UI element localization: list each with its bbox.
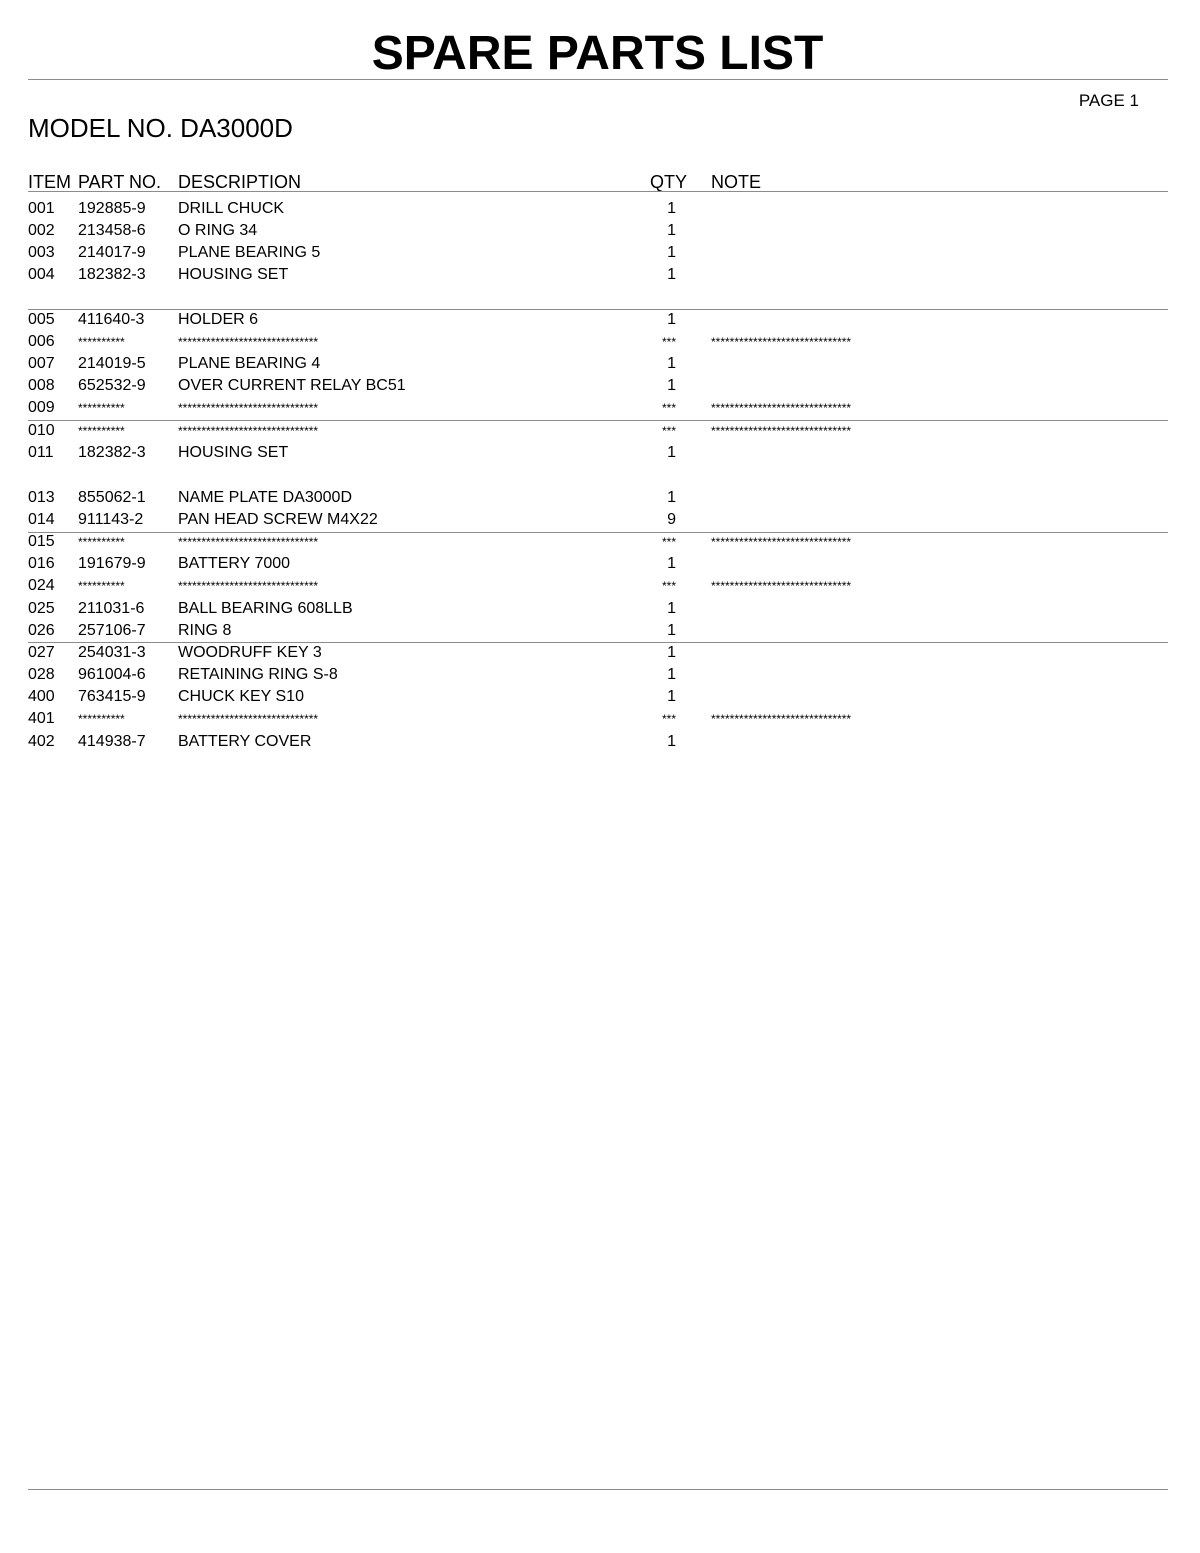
row-part-no: ********** [78,335,125,349]
row-part-no: 414938-7 [78,733,146,750]
table-row [0,664,1200,686]
table-row [0,731,1200,753]
row-part-no: ********** [78,579,125,593]
header-note: NOTE [711,172,762,192]
row-part-no: 182382-3 [78,266,146,283]
row-divider [28,309,1168,310]
row-part-no: 214019-5 [78,355,146,372]
row-qty: *** [661,424,676,438]
row-description: PLANE BEARING 5 [178,244,321,261]
header-qty: QTY [649,172,687,192]
row-part-no: 192885-9 [78,200,146,217]
row-item: 015 [28,533,55,550]
row-item: 026 [28,622,55,639]
row-qty: 1 [667,222,676,239]
row-item: 005 [28,311,55,328]
header-divider [28,191,1168,192]
table-row [0,642,1200,664]
row-qty: 1 [667,489,676,506]
row-qty: 1 [667,244,676,261]
table-row [0,242,1200,264]
row-description: RETAINING RING S-8 [178,666,338,683]
title-divider [28,79,1168,80]
row-description: HOUSING SET [178,444,289,461]
row-part-no: 652532-9 [78,377,146,394]
row-item: 027 [28,644,55,661]
row-note: ****************************** [711,712,852,726]
table-row [0,264,1200,286]
row-qty: 1 [667,733,676,750]
table-row [0,509,1200,531]
row-item: 025 [28,600,55,617]
row-description: BATTERY COVER [178,733,312,750]
row-part-no: 191679-9 [78,555,146,572]
row-item: 008 [28,377,55,394]
row-part-no: 763415-9 [78,688,146,705]
row-qty: 1 [667,377,676,394]
row-note: ****************************** [711,424,852,438]
header-description: DESCRIPTION [178,172,302,192]
table-row [0,420,1200,442]
table-row [0,220,1200,242]
row-part-no: ********** [78,535,125,549]
table-row [0,353,1200,375]
row-divider [28,420,1168,421]
row-description: RING 8 [178,622,232,639]
row-description: PAN HEAD SCREW M4X22 [178,511,378,528]
row-description: HOLDER 6 [178,311,259,328]
page-title: SPARE PARTS LIST [371,27,824,80]
row-qty: 1 [667,622,676,639]
row-divider [28,532,1168,533]
row-qty: 1 [667,644,676,661]
row-part-no: 182382-3 [78,444,146,461]
row-qty: 1 [667,200,676,217]
row-part-no: 911143-2 [78,511,144,528]
row-qty: 1 [667,555,676,572]
row-qty: *** [661,579,676,593]
row-part-no: 855062-1 [78,489,146,506]
table-row [0,575,1200,597]
table-row [0,309,1200,331]
table-row [0,375,1200,397]
row-qty: 1 [667,688,676,705]
row-description: ****************************** [178,424,319,438]
row-item: 006 [28,333,55,350]
row-item: 028 [28,666,55,683]
row-qty: *** [661,712,676,726]
row-qty: 1 [667,444,676,461]
row-part-no: 254031-3 [78,644,146,661]
row-qty: 1 [667,311,676,328]
row-item: 016 [28,555,55,572]
row-description: ****************************** [178,535,319,549]
table-row [0,487,1200,509]
table-row [0,620,1200,642]
row-item: 013 [28,489,55,506]
table-row [0,553,1200,575]
row-item: 402 [28,733,55,750]
table-row [0,397,1200,419]
table-row [0,598,1200,620]
row-description: PLANE BEARING 4 [178,355,321,372]
row-description: OVER CURRENT RELAY BC51 [178,377,406,394]
row-description: ****************************** [178,712,319,726]
row-note: ****************************** [711,579,852,593]
row-note: ****************************** [711,535,852,549]
row-part-no: 214017-9 [78,244,146,261]
row-description: BALL BEARING 608LLB [178,600,353,617]
row-qty: *** [661,335,676,349]
row-item: 014 [28,511,55,528]
row-description: CHUCK KEY S10 [178,688,304,705]
row-item: 401 [28,710,55,727]
row-description: ****************************** [178,401,319,415]
row-qty: 1 [667,600,676,617]
row-item: 009 [28,399,55,416]
header-item: ITEM [28,172,71,192]
row-part-no: ********** [78,424,125,438]
row-part-no: ********** [78,401,125,415]
row-part-no: 213458-6 [78,222,146,239]
row-qty: 1 [667,666,676,683]
row-description: HOUSING SET [178,266,289,283]
row-description: O RING 34 [178,222,258,239]
row-item: 002 [28,222,55,239]
row-item: 007 [28,355,55,372]
row-description: ****************************** [178,579,319,593]
row-part-no: ********** [78,712,125,726]
row-qty: 1 [667,355,676,372]
row-qty: *** [661,401,676,415]
table-row [0,198,1200,220]
row-description: WOODRUFF KEY 3 [178,644,322,661]
row-part-no: 961004-6 [78,666,146,683]
table-row [0,531,1200,553]
row-item: 011 [28,444,54,461]
table-row [0,708,1200,730]
row-part-no: 411640-3 [78,311,145,328]
row-part-no: 211031-6 [78,600,145,617]
table-row [0,442,1200,464]
row-item: 010 [28,422,55,439]
row-item: 001 [28,200,55,217]
row-divider [28,642,1168,643]
row-item: 400 [28,688,55,705]
row-note: ****************************** [711,401,852,415]
row-item: 024 [28,577,55,594]
row-description: DRILL CHUCK [178,200,285,217]
row-item: 004 [28,266,55,283]
row-item: 003 [28,244,55,261]
table-row [0,331,1200,353]
footer-divider [28,1489,1168,1490]
row-description: NAME PLATE DA3000D [178,489,352,506]
row-qty: 1 [667,266,676,283]
row-qty: 9 [667,511,676,528]
table-row [0,686,1200,708]
row-description: ****************************** [178,335,319,349]
row-part-no: 257106-7 [78,622,146,639]
row-description: BATTERY 7000 [178,555,291,572]
row-note: ****************************** [711,335,852,349]
row-qty: *** [661,535,676,549]
model-number: MODEL NO. DA3000D [28,113,293,143]
header-part-no: PART NO. [78,172,162,192]
page-number: PAGE 1 [1078,91,1139,110]
